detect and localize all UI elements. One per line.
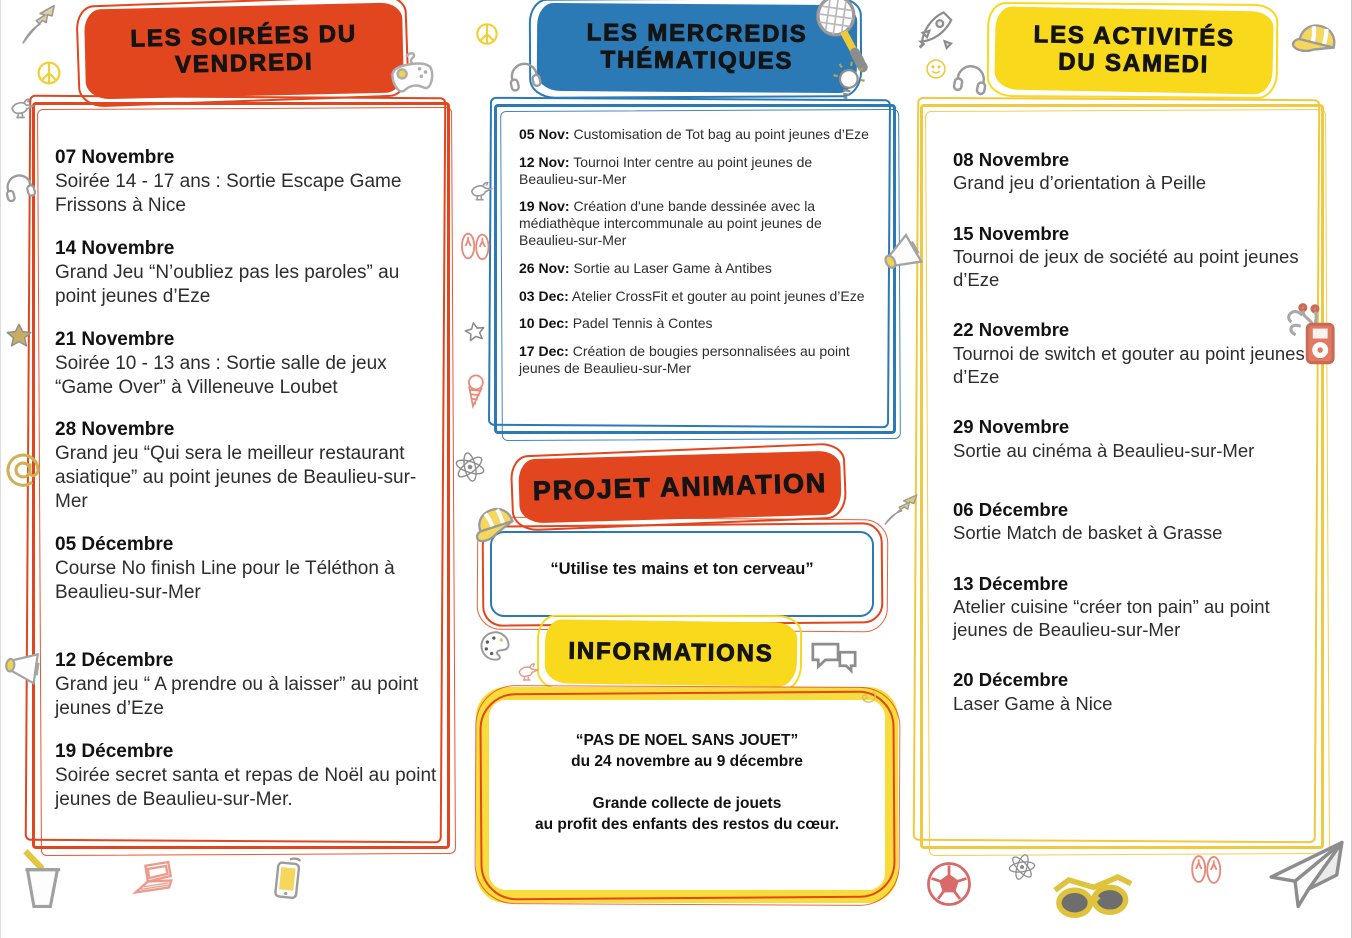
informations-line: au profit des enfants des restos du cœur. [534, 816, 840, 833]
event-date: 12 Nov: [519, 153, 570, 170]
event-date: 19 Décembre [55, 740, 174, 762]
ice-cream-icon [455, 370, 497, 412]
section-title-projet-animation: PROJET ANIMATION [532, 467, 828, 506]
section-title-line: DU SAMEDI [1058, 48, 1210, 78]
event-date: 15 Novembre [953, 222, 1070, 244]
event-date: 08 Novembre [953, 149, 1070, 170]
event-item [953, 572, 1313, 642]
section-banner-informations [545, 619, 798, 687]
events-list-vendredi [35, 105, 447, 846]
event-date: 06 Décembre [953, 498, 1069, 520]
section-title-line: LES ACTIVITÉS [1033, 20, 1236, 52]
event-description: Sortie Match de basket à Grasse [953, 522, 1223, 544]
laptop-icon [127, 856, 179, 908]
event-description: Grand jeu d’orientation à Peille [953, 172, 1206, 194]
event-description: Grand jeu “Qui sera le meilleur restaurant asiatique” au point jeunes de Beaulieu-sur-Mer [55, 443, 417, 513]
event-date: 21 Novembre [55, 328, 175, 350]
sketch-arrow-icon [14, 0, 64, 49]
event-item [953, 148, 1313, 195]
projet-quote: “Utilise tes mains et ton cerveau” [550, 560, 814, 578]
peace-icon [473, 20, 501, 48]
event-description: Tournoi de jeux de société au point jeunes d’Eze [953, 245, 1299, 291]
event-date: 10 Dec: [519, 315, 569, 332]
event-description: Laser Game à Nice [953, 692, 1113, 714]
section-title-line: LES MERCREDIS [586, 19, 808, 48]
projet-quote-box [490, 531, 874, 617]
informations-lines [489, 700, 885, 835]
atom-icon [448, 445, 492, 489]
section-banner-mercredis [537, 3, 858, 93]
section-title-line: VENDREDI [174, 48, 314, 79]
event-date: 12 Décembre [55, 650, 174, 671]
event-item [55, 237, 437, 309]
event-description: Sortie au cinéma à Beaulieu-sur-Mer [953, 439, 1255, 461]
section-box-mercredis [494, 104, 896, 434]
event-date: 19 Nov: [519, 198, 570, 215]
informations-box [476, 687, 898, 903]
event-date: 05 Décembre [55, 534, 174, 556]
event-date: 13 Décembre [953, 572, 1069, 594]
headphones-icon [948, 55, 994, 101]
event-date: 03 Dec: [519, 287, 569, 304]
event-item [55, 649, 437, 721]
rocket-icon [913, 4, 961, 52]
soccer-ball-icon [921, 856, 977, 912]
event-description: Atelier cuisine “créer ton pain” au point jeunes de Beaulieu-sur-Mer [953, 595, 1270, 641]
peace-icon [34, 58, 64, 88]
event-date: 26 Nov: [519, 259, 570, 276]
section-title-mercredis [586, 20, 807, 75]
informations-line: du 24 novembre au 9 décembre [571, 753, 803, 770]
event-item: 26 Nov: Sortie au Laser Game à Antibes [519, 259, 772, 276]
informations-line [489, 772, 885, 793]
bird-icon [513, 654, 543, 684]
event-description: Course No finish Line pour le Téléthon à Beaulieu-sur-Mer [55, 558, 395, 604]
speech-bubbles-icon [807, 632, 861, 686]
smartphone-icon [261, 852, 314, 905]
event-description: Tournoi de switch et gouter au point jeunes d’Eze [953, 342, 1305, 388]
events-list-samedi [923, 107, 1321, 846]
events-list-mercredis [497, 107, 893, 431]
event-item [953, 318, 1313, 388]
event-date: 29 Novembre [953, 416, 1070, 438]
palette-icon [472, 623, 517, 668]
event-description: Grand Jeu “N’oubliez pas les paroles” au point jeunes d’Eze [55, 261, 400, 307]
flip-flops-icon [1187, 850, 1225, 888]
section-banner-projet-animation [518, 451, 842, 524]
sunglasses-icon [1049, 858, 1137, 938]
section-title-line: LES SOIRÉES DU [130, 20, 358, 53]
drink-cup-icon [7, 845, 75, 913]
event-date: 22 Novembre [953, 319, 1070, 341]
event-item: 10 Dec: Padel Tennis à Contes [519, 315, 713, 332]
event-date: 14 Novembre [55, 237, 175, 259]
informations-line: Grande collecte de jouets [592, 795, 782, 812]
section-banner-vendredi [84, 2, 404, 99]
section-box-samedi [920, 104, 1324, 849]
event-item: 19 Nov: Création d'une bande dessinée avec la médiathèque intercommunale au point jeunes de Beaulieu-sur-Mer [519, 198, 822, 248]
event-item [55, 328, 437, 400]
flip-flops-icon [457, 228, 493, 264]
smiley-icon [923, 56, 949, 82]
event-item: 03 Dec: Atelier CrossFit et gouter au point jeunes d’Eze [519, 287, 865, 304]
section-title-line: THÉMATIQUES [600, 46, 794, 75]
event-date: 07 Novembre [55, 147, 175, 168]
event-description: Grand jeu “ A prendre ou à laisser” au point jeunes d’Eze [55, 673, 419, 719]
event-item [953, 498, 1313, 545]
event-item [55, 533, 437, 605]
event-date: 20 Décembre [953, 669, 1069, 691]
event-date: 28 Novembre [55, 419, 175, 441]
event-description: Soirée secret santa et repas de Noël au point jeunes de Beaulieu-sur-Mer. [55, 764, 437, 810]
star-outline-icon [459, 316, 491, 348]
event-item: 17 Dec: Création de bougies personnalisées au point jeunes de Beaulieu-sur-Mer [519, 343, 850, 376]
event-item [55, 740, 437, 812]
event-item: 12 Nov: Tournoi Inter centre au point jeunes de Beaulieu-sur-Mer [519, 153, 813, 187]
event-item [953, 668, 1313, 715]
star-icon [3, 320, 35, 352]
bird-icon [465, 172, 497, 204]
event-date: 17 Dec: [519, 343, 569, 360]
section-title-informations: INFORMATIONS [568, 637, 774, 667]
section-title-vendredi [130, 22, 358, 81]
section-banner-samedi [994, 6, 1274, 94]
event-item [55, 418, 437, 514]
event-description: Soirée 10 - 13 ans : Sortie salle de jeux “Game Over” à Villeneuve Loubet [55, 352, 387, 398]
event-item [953, 222, 1313, 292]
lightning-arrow-icon [881, 490, 921, 530]
atom-icon [1000, 845, 1044, 889]
informations-line: “PAS DE NOEL SANS JOUET” [575, 732, 799, 749]
event-item [953, 415, 1313, 462]
cap-icon [1283, 8, 1351, 76]
event-date: 05 Nov: [519, 126, 570, 142]
event-item [55, 146, 437, 218]
event-item: 05 Nov: Customisation de Tot bag au point jeunes d’Eze [519, 126, 869, 142]
section-title-samedi [1033, 22, 1235, 80]
event-description: Soirée 14 - 17 ans : Sortie Escape Game Frissons à Nice [55, 170, 402, 216]
section-box-vendredi [32, 102, 450, 849]
